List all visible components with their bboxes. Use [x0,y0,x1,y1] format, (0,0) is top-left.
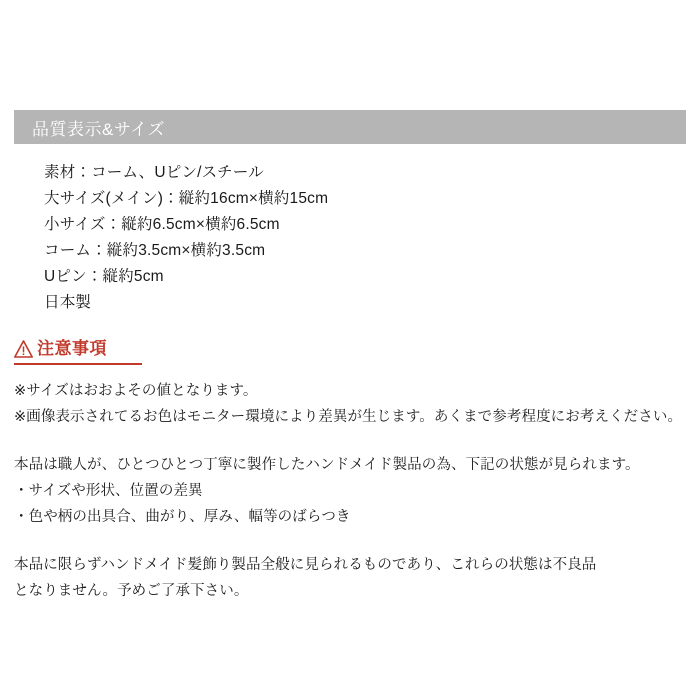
spec-item: 大サイズ(メイン)：縦約16cm×横約15cm [44,190,329,207]
caution-underline [14,363,142,365]
caution-heading [14,340,107,358]
caution-title: 注意事項 [37,339,107,358]
defect-policy-line: となりません。予めご了承下さい。 [14,583,249,599]
section-header-bar [14,110,686,144]
handmade-notice-block [14,452,690,530]
notes-section [14,378,690,604]
handmade-notice-lead: 本品は職人が、ひとつひとつ丁寧に製作したハンドメイド製品の為、下記の状態が見られます。 [14,457,640,473]
note-line: ※サイズはおおよその値となります。 [14,383,258,399]
spec-item: コーム：縦約3.5cm×横約3.5cm [44,242,266,259]
warning-triangle-icon [14,340,33,358]
defect-policy-block [14,552,690,604]
spec-item: 小サイズ：縦約6.5cm×横約6.5cm [44,216,280,233]
spec-item: 素材：コーム、Uピン/スチール [44,164,264,181]
handmade-notice-bullet: ・サイズや形状、位置の差異 [14,483,203,499]
handmade-notice-bullet: ・色や柄の出具合、曲がり、厚み、幅等のばらつき [14,509,351,525]
spec-item: Uピン：縦約5cm [44,268,164,285]
spec-item: 日本製 [44,294,92,311]
specification-list [44,160,664,316]
note-line: ※画像表示されてるお色はモニター環境により差異が生じます。あくまで参考程度にお考えください。 [14,409,683,425]
defect-policy-line: 本品に限らずハンドメイド髪飾り製品全般に見られるものであり、これらの状態は不良品 [14,557,597,573]
section-title: 品質表示&サイズ [32,119,165,139]
